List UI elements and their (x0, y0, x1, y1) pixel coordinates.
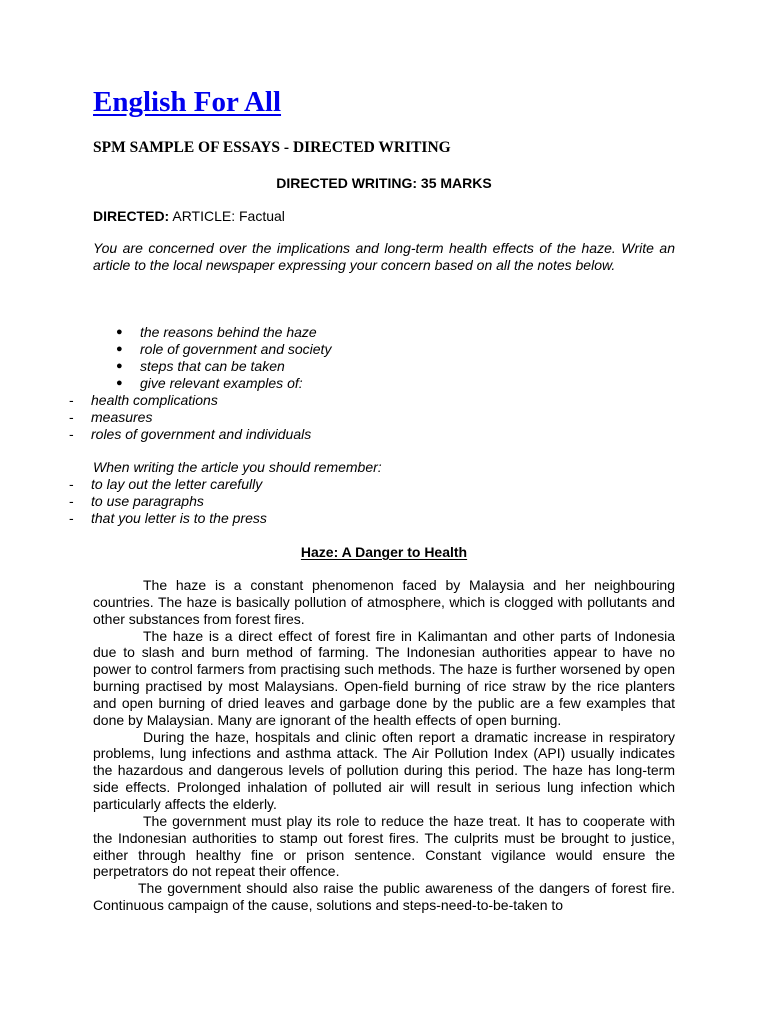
essay-body (93, 577, 675, 914)
dash-item (69, 392, 311, 409)
dash-text: roles of government and individuals (91, 426, 312, 442)
essay-paragraph: The government must play its role to reduce the haze treat. It has to cooperate with the Indonesian authorities to stamp out forest fires. The culprits must be brought to justice, either through healthy fine or prison sentence. Constant vigilance would ensure the perpetrators do not repeat their offence. (93, 812, 675, 880)
bullet-icon: ● (116, 326, 123, 338)
dash-icon: - (69, 392, 74, 408)
examples-dash-list (69, 392, 311, 443)
bullet-text: the reasons behind the haze (140, 324, 317, 340)
essay-paragraph: The haze is a direct effect of forest fire in Kalimantan and other parts of Indonesia due to slash and burn method of farming. The Indonesian authorities appear to have no power to control farmers from practising such methods. The haze is further worsened by open burning practised by most Malaysians. Open-field burning of rice straw by the rice planters and open burning of dried leaves and garbage done by the public are a few examples that done by Malaysian. Many are ignorant of the health effects of open burning. (93, 627, 675, 728)
essay-title: Haze: A Danger to Health (300, 544, 468, 560)
dash-item (69, 493, 267, 510)
directed-label: DIRECTED: (93, 208, 170, 224)
bullet-icon: ● (116, 343, 123, 355)
remember-dash-list (69, 476, 267, 527)
bullet-icon: ● (116, 360, 123, 372)
dash-item (69, 476, 267, 493)
dash-text: measures (91, 409, 153, 425)
directed-line (93, 208, 285, 224)
bullet-text: role of government and society (140, 341, 332, 357)
marks-heading: DIRECTED WRITING: 35 MARKS (276, 175, 492, 191)
site-title-link[interactable]: English For All (93, 86, 282, 118)
bullet-item (116, 341, 331, 358)
dash-text: that you letter is to the press (91, 510, 267, 526)
bullet-item (116, 324, 331, 341)
dash-text: health complications (91, 392, 218, 408)
remember-intro: When writing the article you should remember: (93, 459, 382, 475)
bullet-item (116, 358, 331, 375)
notes-bullet-list (116, 324, 331, 392)
dash-icon: - (69, 493, 74, 509)
bullet-text: give relevant examples of: (140, 375, 303, 391)
dash-icon: - (69, 476, 74, 492)
essay-paragraph: During the haze, hospitals and clinic often report a dramatic increase in respiratory problems, lung infections and asthma attack. The Air Pollution Index (API) usually indicates the hazardous and dangerous levels of pollution during this period. The haze has long-term side effects. Prolonged inhalation of polluted air will result in serious lung infection which particularly affects the elderly. (93, 728, 675, 812)
dash-item (69, 510, 267, 527)
directed-value: ARTICLE: Factual (169, 208, 285, 224)
dash-icon: - (69, 510, 74, 526)
dash-icon: - (69, 426, 74, 442)
essay-paragraph: The haze is a constant phenomenon faced by Malaysia and her neighbouring countries. The haze is basically pollution of atmosphere, which is clogged with pollutants and other substances from forest fires. (93, 577, 675, 627)
bullet-item (116, 375, 331, 392)
essay-paragraph: The government should also raise the public awareness of the dangers of forest fire. Continuous campaign of the cause, solutions and steps-need-to-be-taken to (93, 880, 675, 914)
dash-icon: - (69, 409, 74, 425)
bullet-text: steps that can be taken (140, 358, 285, 374)
dash-text: to lay out the letter carefully (91, 476, 263, 492)
bullet-icon: ● (116, 377, 123, 389)
dash-item (69, 426, 311, 443)
task-instructions: You are concerned over the implications and long-term health effects of the haze. Write an article to the local newspaper expressing your concern based on all the notes below. (93, 240, 675, 273)
dash-text: to use paragraphs (91, 493, 204, 509)
dash-item (69, 409, 311, 426)
essay-series-heading: SPM SAMPLE OF ESSAYS - DIRECTED WRITING (93, 139, 451, 156)
